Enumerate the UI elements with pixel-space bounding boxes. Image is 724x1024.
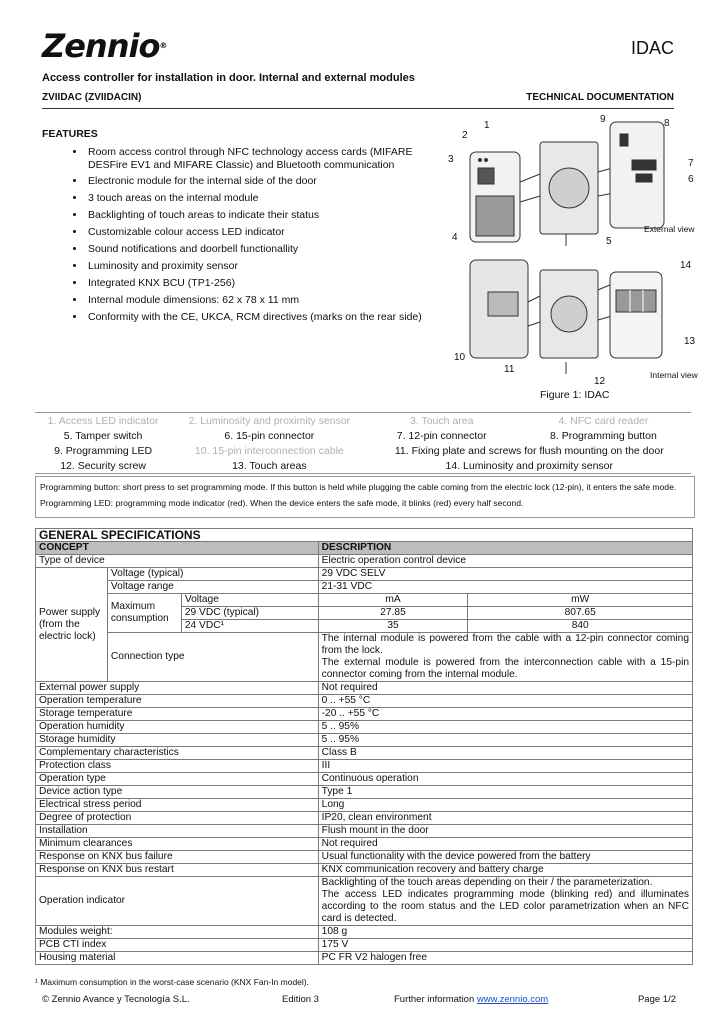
header-bar: [42, 88, 674, 109]
feature-item: • Conformity with the CE, UKCA, RCM directives (marks on the rear side): [86, 311, 432, 324]
spec-label: Response on KNX bus failure: [36, 851, 319, 864]
spec-label: Operation type: [36, 773, 319, 786]
notes-box: [35, 476, 695, 518]
spec-value: 0 .. +55 °C: [318, 695, 692, 708]
footnote: ¹ Maximum consumption in the worst-case scenario (KNX Fan-In model).: [35, 977, 309, 987]
operation-indicator-value: [318, 877, 692, 926]
note-programming-button: Programming button: short press to set programming mode. If this button is held while plugging the cable coming from the electric lock (12-pin), it enters the safe mode.: [40, 482, 677, 492]
spec-label: Modules weight:: [36, 926, 319, 939]
feature-item: • Electronic module for the internal side of the door: [86, 175, 432, 188]
spec-value: Long: [318, 799, 692, 812]
spec-value: The internal module is powered from the cable with a 12-pin connector coming from the lock.: [321, 633, 689, 656]
callout-label: 7: [688, 158, 694, 169]
feature-item: • Integrated KNX BCU (TP1-256): [86, 277, 432, 290]
spec-value: Continuous operation: [318, 773, 692, 786]
spec-label: Voltage range: [107, 581, 318, 594]
callout-label: 14: [680, 260, 692, 271]
spec-value: 27.85: [318, 607, 468, 620]
spec-value: 21-31 VDC: [318, 581, 692, 594]
max-consumption-label: Maximum consumption: [107, 594, 181, 633]
features-section: [42, 128, 432, 327]
connection-type-value: [318, 633, 692, 682]
spec-label: Storage humidity: [36, 734, 319, 747]
figure-legend: [35, 412, 691, 474]
callout-label: 3: [448, 154, 454, 165]
feature-item: • Sound notifications and doorbell functionallity: [86, 243, 432, 256]
spec-value: 108 g: [318, 926, 692, 939]
spec-value: Class B: [318, 747, 692, 760]
power-supply-label: Power supply (from the electric lock): [36, 568, 108, 682]
footer-info-prefix: Further information: [394, 994, 475, 1005]
callout-label: 8: [664, 118, 670, 129]
callout-label: 10: [454, 352, 466, 363]
legend-item: 1. Access LED indicator: [47, 414, 159, 427]
feature-item: • Customizable colour access LED indicator: [86, 226, 432, 239]
legend-item: 13. Touch areas: [232, 459, 307, 472]
spec-value: mW: [468, 594, 693, 607]
spec-value: Not required: [318, 682, 692, 695]
external-view-label: External view: [644, 224, 695, 234]
callout-label: 5: [606, 236, 612, 247]
legend-item: 12. Security screw: [60, 459, 146, 472]
spec-title: GENERAL SPECIFICATIONS: [36, 529, 693, 542]
spec-label: Protection class: [36, 760, 319, 773]
footer-page: Page 1/2: [637, 994, 676, 1005]
device-exploded-figure: [440, 112, 700, 392]
features-list: [42, 146, 432, 323]
spec-value: III: [318, 760, 692, 773]
general-specifications: [35, 528, 693, 965]
spec-label: Device action type: [36, 786, 319, 799]
legend-item: 2. Luminosity and proximity sensor: [188, 414, 351, 427]
spec-label: 24 VDC¹: [181, 620, 318, 633]
features-title: FEATURES: [42, 128, 98, 140]
spec-label: Voltage (typical): [107, 568, 318, 581]
footer-link[interactable]: www.zennio.com: [476, 994, 549, 1005]
callout-label: 2: [462, 130, 468, 141]
legend-item: 5. Tamper switch: [63, 429, 143, 442]
feature-item: • 3 touch areas on the internal module: [86, 192, 432, 205]
spec-label: Electrical stress period: [36, 799, 319, 812]
spec-value: KNX communication recovery and battery charge: [318, 864, 692, 877]
spec-value: Usual functionality with the device powered from the battery: [318, 851, 692, 864]
spec-value: The external module is powered from the interconnection cable with a 15-pin connector coming from the internal module.: [321, 657, 689, 680]
spec-value: mA: [318, 594, 468, 607]
spec-label: Housing material: [36, 952, 319, 965]
spec-value: Flush mount in the door: [318, 825, 692, 838]
callout-label: 11: [504, 364, 515, 375]
spec-value: IP20, clean environment: [318, 812, 692, 825]
footer-info: [394, 994, 548, 1005]
callout-label: 9: [600, 114, 606, 125]
feature-item: • Room access control through NFC technology access cards (MIFARE DESFire EV1 and MIFARE Classic) and Bluetooth communication: [86, 146, 432, 171]
callout-label: 6: [688, 174, 694, 185]
legend-item: 9. Programming LED: [54, 444, 153, 457]
feature-item: • Luminosity and proximity sensor: [86, 260, 432, 273]
spec-value: -20 .. +55 °C: [318, 708, 692, 721]
doc-type: TECHNICAL DOCUMENTATION: [526, 92, 674, 103]
spec-label: Installation: [36, 825, 319, 838]
col-concept: CONCEPT: [36, 542, 319, 555]
spec-value: 35: [318, 620, 468, 633]
footer-company: © Zennio Avance y Tecnología S.L.: [42, 994, 190, 1005]
spec-label: PCB CTI index: [36, 939, 319, 952]
spec-value: Not required: [318, 838, 692, 851]
feature-item: • Internal module dimensions: 62 x 78 x 11 mm: [86, 294, 432, 307]
legend-row: [35, 443, 691, 458]
callout-label: 13: [684, 336, 696, 347]
legend-item: 8. Programming button: [550, 429, 657, 442]
spec-label: Operation temperature: [36, 695, 319, 708]
spec-value: 29 VDC SELV: [318, 568, 692, 581]
legend-item: 3. Touch area: [409, 414, 474, 427]
spec-value: 175 V: [318, 939, 692, 952]
legend-row: [35, 413, 691, 428]
callout-label: 4: [452, 232, 458, 243]
internal-view-label: Internal view: [650, 370, 698, 380]
spec-label: Operation indicator: [36, 877, 319, 926]
spec-value: PC FR V2 halogen free: [318, 952, 692, 965]
spec-value: Electric operation control device: [318, 555, 692, 568]
spec-value: 5 .. 95%: [318, 721, 692, 734]
spec-label: Degree of protection: [36, 812, 319, 825]
callout-label: 12: [594, 376, 606, 387]
product-code: ZVIIDAC (ZVIIDACIN): [42, 92, 142, 103]
spec-value: Type 1: [318, 786, 692, 799]
spec-value: 840: [468, 620, 693, 633]
figure-caption: Figure 1: IDAC: [540, 389, 610, 401]
spec-label: Complementary characteristics: [36, 747, 319, 760]
spec-label: Operation humidity: [36, 721, 319, 734]
note-programming-led: Programming LED: programming mode indicator (red). When the device enters the safe mode, it blinks (red) every half second.: [40, 498, 524, 508]
spec-label: Storage temperature: [36, 708, 319, 721]
legend-item: 6. 15-pin connector: [224, 429, 315, 442]
spec-value: The access LED indicates programming mode (blinking red) and illuminates according to the room status and the LED color parametrization when an NFC card is detected.: [321, 889, 689, 924]
spec-label: Voltage: [181, 594, 318, 607]
callout-label: 1: [484, 120, 490, 131]
spec-label: 29 VDC (typical): [181, 607, 318, 620]
spec-label: External power supply: [36, 682, 319, 695]
legend-item: 10. 15-pin interconnection cable: [194, 444, 344, 457]
document-subtitle: Access controller for installation in door. Internal and external modules: [42, 72, 415, 84]
legend-item: 11. Fixing plate and screws for flush mounting on the door: [394, 444, 664, 457]
legend-row: [35, 428, 691, 443]
legend-item: 4. NFC card reader: [558, 414, 649, 427]
zennio-logo: Zennio®: [42, 27, 167, 65]
spec-value: 5 .. 95%: [318, 734, 692, 747]
spec-label: Minimum clearances: [36, 838, 319, 851]
spec-label: Type of device: [36, 555, 319, 568]
feature-item: • Backlighting of touch areas to indicate their status: [86, 209, 432, 222]
footer-edition: Edition 3: [282, 994, 319, 1005]
legend-item: 14. Luminosity and proximity sensor: [445, 459, 614, 472]
spec-label: Connection type: [107, 633, 318, 682]
legend-row: [35, 458, 691, 473]
legend-item: 7. 12-pin connector: [396, 429, 487, 442]
product-name: IDAC: [630, 38, 674, 58]
spec-label: Response on KNX bus restart: [36, 864, 319, 877]
spec-value: 807.65: [468, 607, 693, 620]
col-description: DESCRIPTION: [318, 542, 692, 555]
spec-value: Backlighting of the touch areas depending on their / the parameterization.: [321, 877, 653, 888]
